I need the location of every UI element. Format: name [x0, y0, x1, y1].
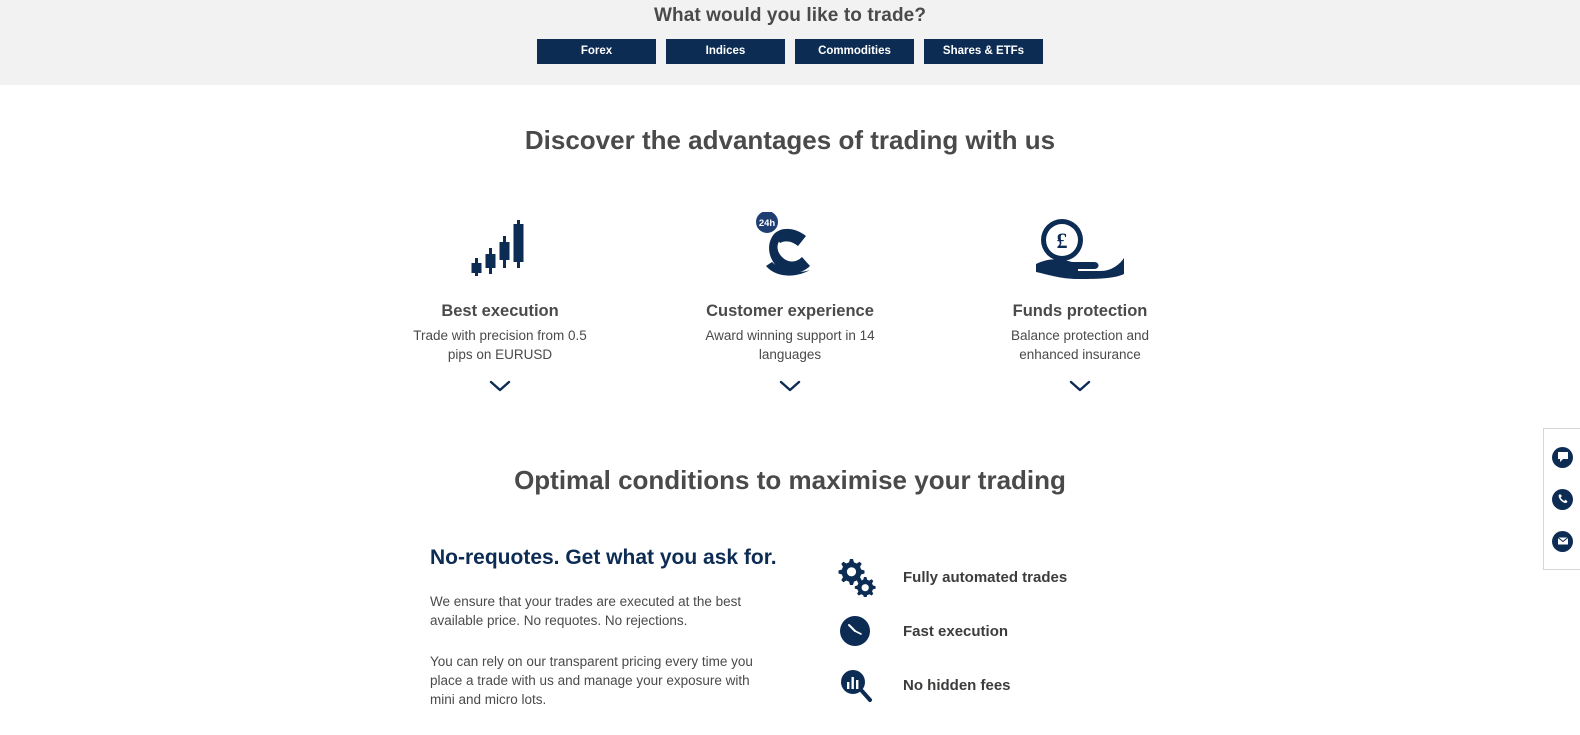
side-widget-chat-button[interactable]: [1544, 436, 1580, 478]
svg-text:24h: 24h: [758, 218, 776, 229]
svg-text:£: £: [1056, 228, 1068, 253]
no-requotes-paragraph-1: We ensure that your trades are executed at the best available price. No requotes. No rejections.: [430, 594, 742, 628]
no-requotes-heading: No-requotes. Get what you ask for.: [430, 546, 777, 569]
trade-button-commodities[interactable]: Commodities: [795, 39, 914, 64]
chevron-down-icon: [489, 380, 511, 393]
optimal-text-column: [430, 546, 825, 731]
magnifier-chart-icon: [825, 667, 885, 703]
advantage-card-expand-toggle[interactable]: [355, 380, 645, 393]
advantage-card-expand-toggle[interactable]: [645, 380, 935, 393]
optimal-conditions-section: [0, 465, 1580, 731]
advantage-card-desc: Trade with precision from 0.5 pips on EURUSD: [413, 328, 587, 362]
no-requotes-paragraph-2: You can rely on our transparent pricing every time you place a trade with us and manage your exposure with mini and micro lots.: [430, 654, 753, 707]
side-widget-email-button[interactable]: [1544, 520, 1580, 562]
trade-button-indices[interactable]: Indices: [666, 39, 785, 64]
advantages-section: [0, 85, 1580, 393]
optimal-features-column: [825, 546, 1155, 731]
email-icon: [1552, 531, 1573, 552]
advantage-card-title: Best execution: [441, 302, 559, 320]
gears-icon: [825, 557, 885, 597]
advantage-card-title: Customer experience: [706, 302, 874, 320]
feature-fully-automated-trades: [825, 550, 1155, 604]
feature-label: Fully automated trades: [903, 568, 1068, 586]
candlestick-chart-icon: [355, 204, 645, 280]
contact-side-widget: [1543, 428, 1580, 570]
trade-bar: [0, 0, 1580, 85]
optimal-conditions-body: [0, 546, 1580, 731]
feature-no-hidden-fees: [825, 658, 1155, 712]
hand-pound-coin-icon: [935, 204, 1225, 280]
side-widget-phone-button[interactable]: [1544, 478, 1580, 520]
advantage-card-best-execution: [355, 204, 645, 393]
advantage-card-title: Funds protection: [1012, 302, 1148, 320]
trade-button-forex[interactable]: Forex: [537, 39, 656, 64]
phone-24h-icon: [645, 204, 935, 280]
advantages-title: Discover the advantages of trading with us: [524, 125, 1056, 155]
speed-gauge-icon: [825, 614, 885, 648]
trade-bar-title: What would you like to trade?: [653, 5, 927, 26]
advantage-cards: [0, 204, 1580, 393]
trade-button-shares-etfs[interactable]: Shares & ETFs: [924, 39, 1043, 64]
optimal-conditions-title: Optimal conditions to maximise your trading: [514, 465, 1066, 495]
advantage-card-customer-experience: [645, 204, 935, 393]
trade-category-buttons: [0, 39, 1580, 64]
phone-icon: [1552, 489, 1573, 510]
advantage-card-desc: Award winning support in 14 languages: [705, 328, 875, 362]
advantage-card-funds-protection: [935, 204, 1225, 393]
advantage-card-expand-toggle[interactable]: [935, 380, 1225, 393]
advantage-card-desc: Balance protection and enhanced insurance: [1010, 328, 1150, 362]
chevron-down-icon: [779, 380, 801, 393]
feature-label: Fast execution: [903, 622, 1009, 640]
feature-label: No hidden fees: [903, 676, 1011, 694]
feature-fast-execution: [825, 604, 1155, 658]
chat-icon: [1552, 447, 1573, 468]
chevron-down-icon: [1069, 380, 1091, 393]
